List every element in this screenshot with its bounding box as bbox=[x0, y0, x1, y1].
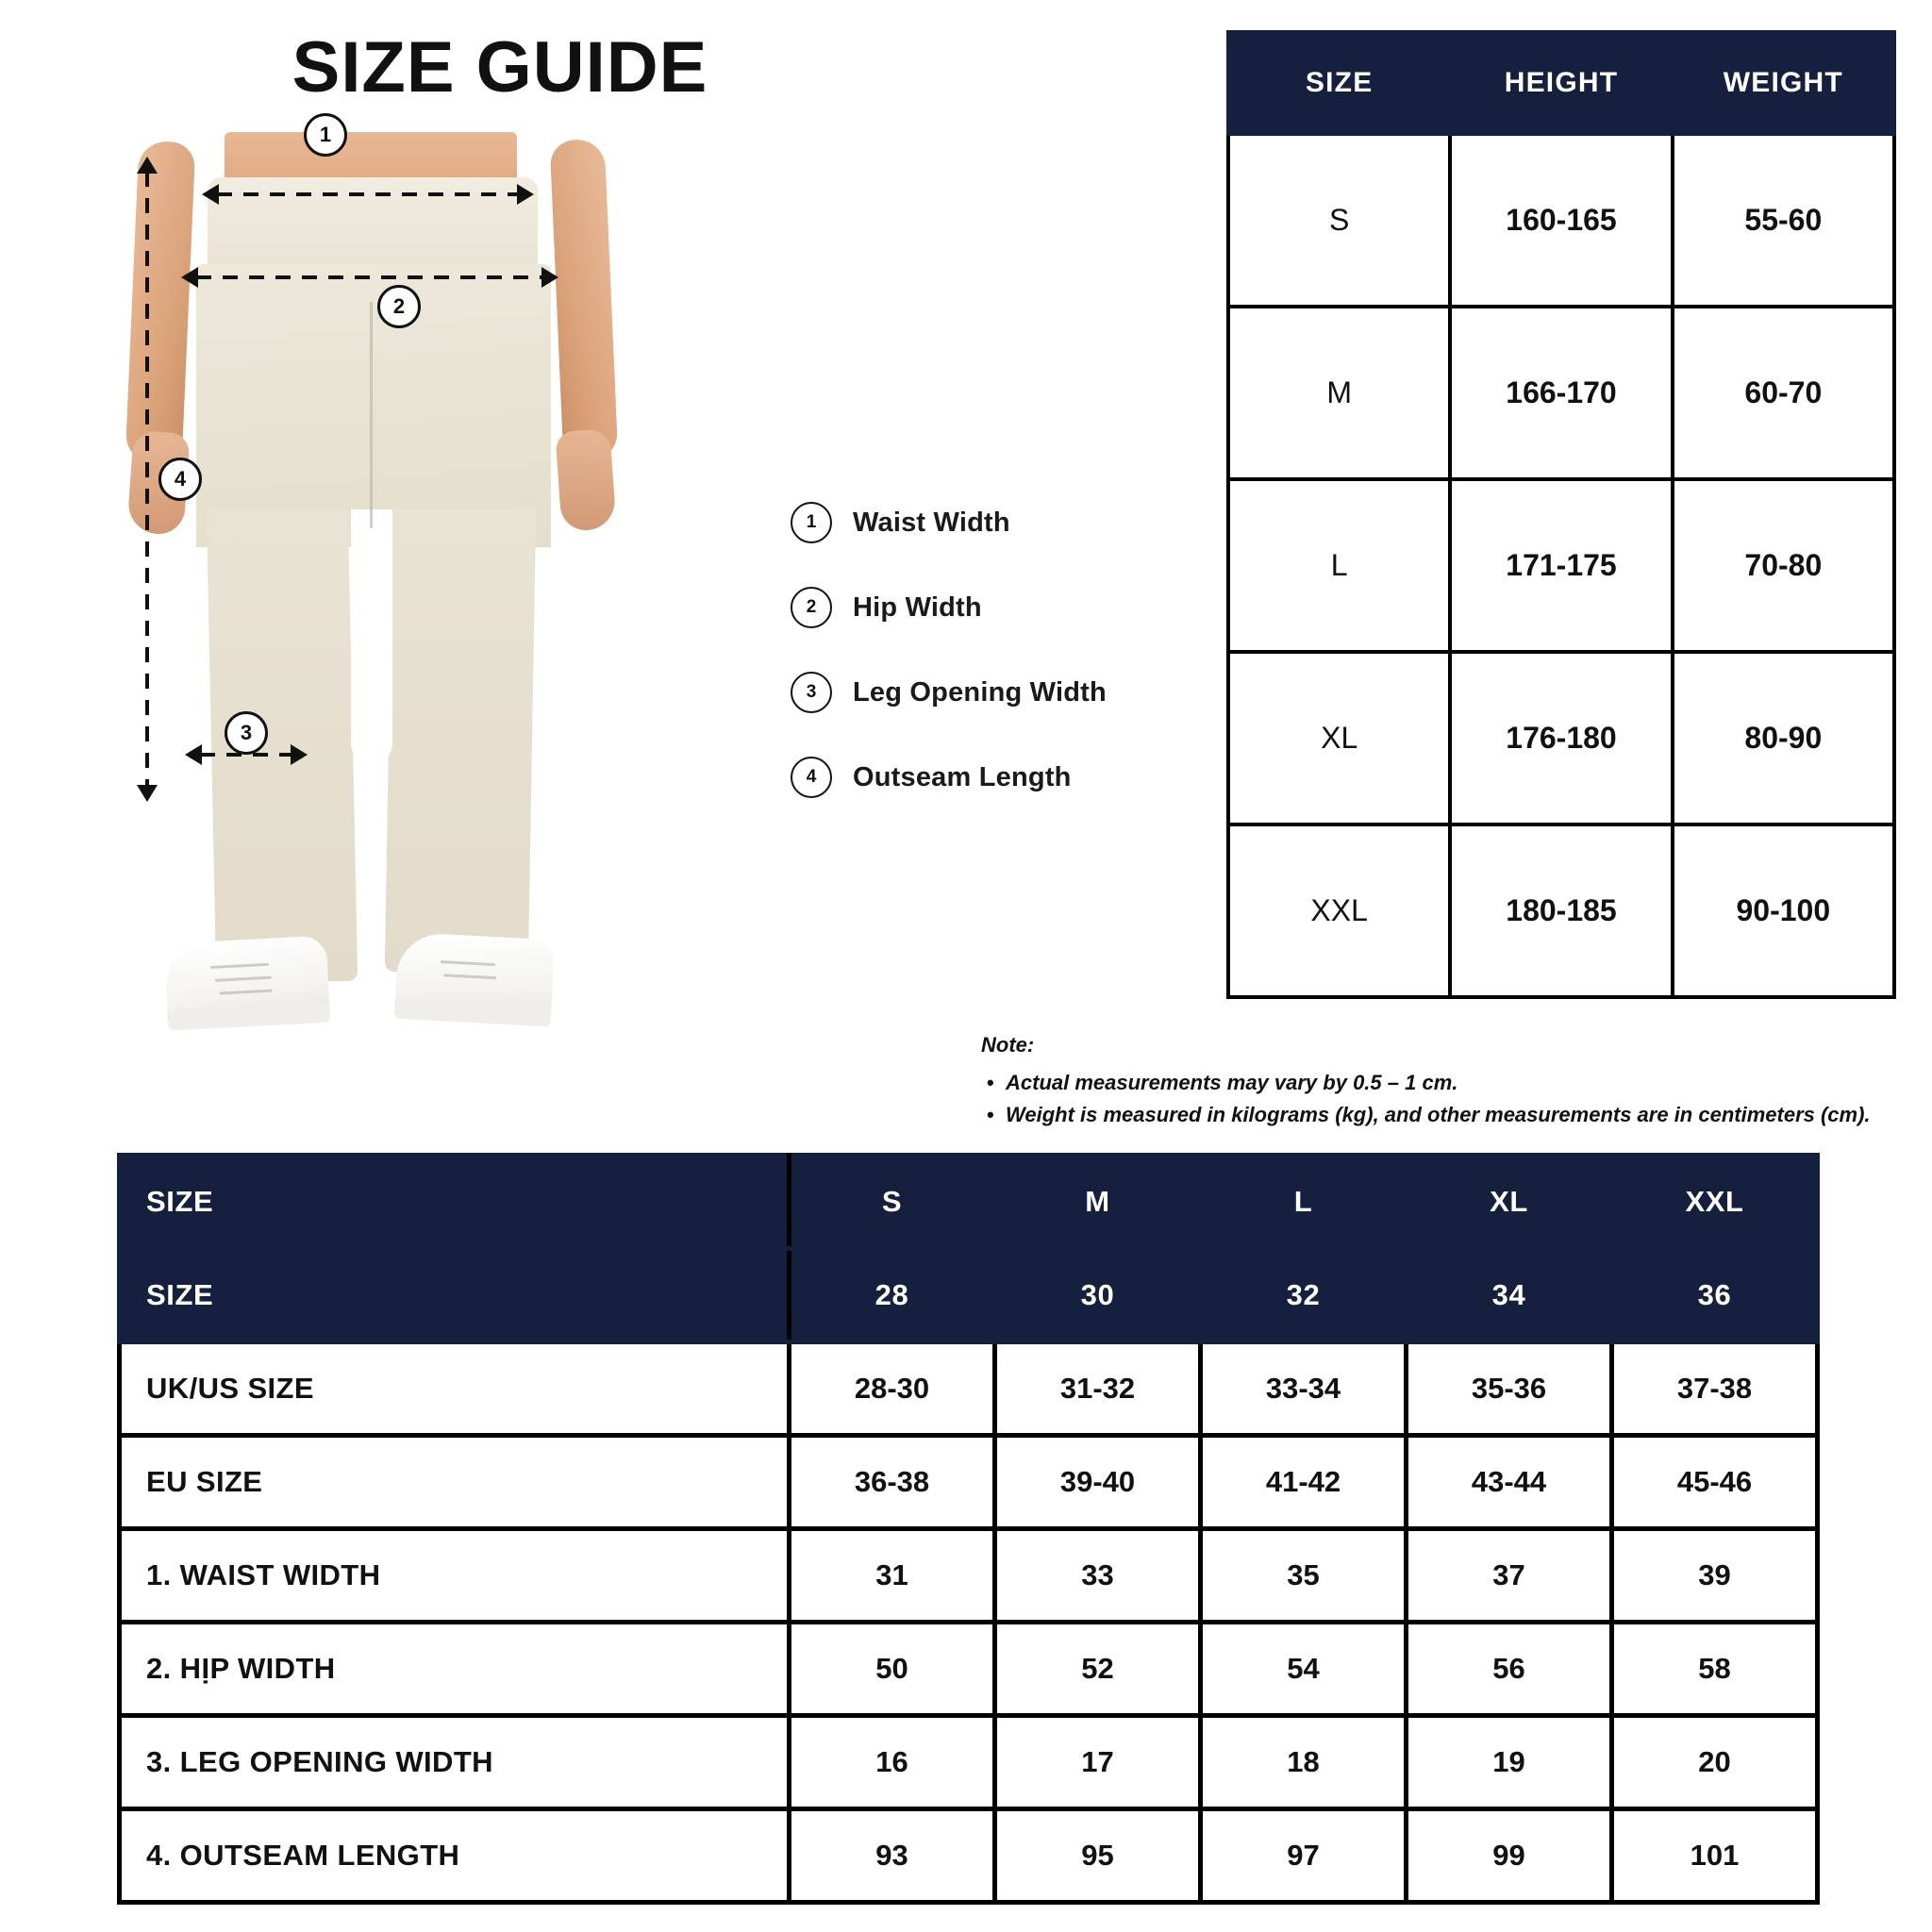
row-label: UK/US SIZE bbox=[120, 1342, 790, 1436]
marker-3-leg-opening: 3 bbox=[225, 711, 268, 755]
header-num-28: 28 bbox=[790, 1249, 995, 1342]
row-label: 4. OUTSEAM LENGTH bbox=[120, 1809, 790, 1903]
left-sneaker-sole bbox=[167, 1001, 330, 1030]
header-num-32: 32 bbox=[1201, 1249, 1407, 1342]
cell-xl: 56 bbox=[1407, 1623, 1612, 1716]
table-row bbox=[1228, 824, 1894, 997]
cell-xl: 99 bbox=[1407, 1809, 1612, 1903]
pants-center-seam bbox=[370, 302, 373, 528]
cell-m: 52 bbox=[995, 1623, 1201, 1716]
header-num-36: 36 bbox=[1612, 1249, 1818, 1342]
header-size-l: L bbox=[1201, 1156, 1407, 1249]
cell-m: 17 bbox=[995, 1716, 1201, 1809]
table-row bbox=[1228, 307, 1894, 479]
legend-item-leg-opening-width bbox=[791, 660, 1187, 724]
cell-weight: 60-70 bbox=[1673, 307, 1894, 479]
table-row bbox=[1228, 134, 1894, 307]
cell-xl: 43-44 bbox=[1407, 1436, 1612, 1529]
col-header-weight: WEIGHT bbox=[1673, 32, 1894, 134]
cell-l: 54 bbox=[1201, 1623, 1407, 1716]
table-row-outseam-length bbox=[120, 1809, 1818, 1903]
header-size-numeric-label: SIZE bbox=[120, 1249, 790, 1342]
table-row bbox=[1228, 479, 1894, 652]
cell-size: L bbox=[1228, 479, 1450, 652]
cell-xxl: 39 bbox=[1612, 1529, 1818, 1623]
pants-hip bbox=[196, 264, 551, 547]
cell-m: 31-32 bbox=[995, 1342, 1201, 1436]
table-row-leg-opening-width bbox=[120, 1716, 1818, 1809]
pants-crotch-gap bbox=[351, 509, 392, 764]
right-hand bbox=[555, 428, 616, 532]
marker-1-waist: 1 bbox=[304, 113, 347, 157]
cell-m: 95 bbox=[995, 1809, 1201, 1903]
cell-l: 18 bbox=[1201, 1716, 1407, 1809]
table-header-row-sizes bbox=[120, 1156, 1818, 1249]
arrow-head-right-icon bbox=[517, 184, 534, 205]
cell-xxl: 20 bbox=[1612, 1716, 1818, 1809]
arrow-head-up-icon bbox=[137, 157, 158, 174]
legend-badge-3: 3 bbox=[791, 672, 832, 713]
note-title: Note: bbox=[981, 1033, 1035, 1057]
table-header-row-numeric bbox=[120, 1249, 1818, 1342]
cell-s: 16 bbox=[790, 1716, 995, 1809]
measurement-legend bbox=[791, 491, 1187, 830]
legend-badge-2: 2 bbox=[791, 587, 832, 628]
cell-s: 93 bbox=[790, 1809, 995, 1903]
cell-s: 36-38 bbox=[790, 1436, 995, 1529]
note-bullet-list bbox=[981, 1067, 1906, 1131]
arrow-head-left-icon bbox=[181, 267, 198, 288]
cell-xl: 19 bbox=[1407, 1716, 1612, 1809]
cell-height: 160-165 bbox=[1450, 134, 1672, 307]
note-bullet: • Actual measurements may vary by 0.5 – 1 cm. bbox=[981, 1067, 1906, 1099]
legend-item-waist-width bbox=[791, 491, 1187, 555]
marker-2-hip: 2 bbox=[377, 285, 421, 328]
legend-label-outseam-length: Outseam Length bbox=[853, 761, 1072, 792]
cell-height: 166-170 bbox=[1450, 307, 1672, 479]
lace-line bbox=[219, 990, 272, 995]
page-title: SIZE GUIDE bbox=[291, 27, 708, 108]
hip-width-arrow bbox=[196, 275, 543, 279]
lace-line bbox=[441, 960, 495, 966]
legend-badge-1: 1 bbox=[791, 502, 832, 543]
note-bullet: • Weight is measured in kilograms (kg), and other measurements are in centimeters (cm). bbox=[981, 1099, 1906, 1131]
cell-weight: 80-90 bbox=[1673, 652, 1894, 824]
header-size-s: S bbox=[790, 1156, 995, 1249]
cell-l: 97 bbox=[1201, 1809, 1407, 1903]
cell-l: 41-42 bbox=[1201, 1436, 1407, 1529]
lace-line bbox=[443, 974, 496, 979]
cell-xl: 37 bbox=[1407, 1529, 1612, 1623]
legend-label-hip-width: Hip Width bbox=[853, 591, 982, 623]
col-header-height: HEIGHT bbox=[1450, 32, 1672, 134]
cell-size: S bbox=[1228, 134, 1450, 307]
body-size-table bbox=[1226, 30, 1896, 999]
left-arm bbox=[125, 141, 196, 463]
cell-m: 39-40 bbox=[995, 1436, 1201, 1529]
left-sneaker bbox=[164, 936, 331, 1031]
header-size-xxl: XXL bbox=[1612, 1156, 1818, 1249]
header-size-label: SIZE bbox=[120, 1156, 790, 1249]
product-measurement-diagram bbox=[113, 123, 641, 1132]
garment-measurement-table bbox=[117, 1153, 1820, 1905]
cell-size: M bbox=[1228, 307, 1450, 479]
col-header-size: SIZE bbox=[1228, 32, 1450, 134]
cell-weight: 70-80 bbox=[1673, 479, 1894, 652]
row-label: 1. WAIST WIDTH bbox=[120, 1529, 790, 1623]
table-header-row bbox=[1228, 32, 1894, 134]
arrow-head-down-icon bbox=[137, 785, 158, 802]
cell-weight: 55-60 bbox=[1673, 134, 1894, 307]
table-row-waist-width bbox=[120, 1529, 1818, 1623]
row-label: 3. LEG OPENING WIDTH bbox=[120, 1716, 790, 1809]
cell-xxl: 101 bbox=[1612, 1809, 1818, 1903]
legend-label-waist-width: Waist Width bbox=[853, 507, 1010, 538]
right-sneaker-sole bbox=[394, 998, 552, 1027]
right-arm bbox=[550, 139, 619, 461]
header-num-30: 30 bbox=[995, 1249, 1201, 1342]
outseam-length-arrow bbox=[145, 172, 149, 787]
lace-line bbox=[210, 963, 269, 969]
cell-xxl: 58 bbox=[1612, 1623, 1818, 1716]
cell-l: 35 bbox=[1201, 1529, 1407, 1623]
cell-size: XL bbox=[1228, 652, 1450, 824]
cell-xl: 35-36 bbox=[1407, 1342, 1612, 1436]
row-label: 2. HỊP WIDTH bbox=[120, 1623, 790, 1716]
header-num-34: 34 bbox=[1407, 1249, 1612, 1342]
lace-line bbox=[215, 976, 272, 982]
table-row-uk-us-size bbox=[120, 1342, 1818, 1436]
cell-size: XXL bbox=[1228, 824, 1450, 997]
legend-label-leg-opening-width: Leg Opening Width bbox=[853, 676, 1107, 708]
arrow-head-right-icon bbox=[541, 267, 558, 288]
table-row-eu-size bbox=[120, 1436, 1818, 1529]
cell-height: 176-180 bbox=[1450, 652, 1672, 824]
cell-xxl: 37-38 bbox=[1612, 1342, 1818, 1436]
cell-height: 171-175 bbox=[1450, 479, 1672, 652]
pants-right-leg bbox=[385, 509, 537, 972]
arrow-head-left-icon bbox=[185, 744, 202, 765]
arrow-head-right-icon bbox=[291, 744, 308, 765]
cell-height: 180-185 bbox=[1450, 824, 1672, 997]
marker-4-outseam: 4 bbox=[158, 458, 202, 501]
row-label: EU SIZE bbox=[120, 1436, 790, 1529]
header-size-xl: XL bbox=[1407, 1156, 1612, 1249]
legend-item-hip-width bbox=[791, 575, 1187, 640]
table-row bbox=[1228, 652, 1894, 824]
header-size-m: M bbox=[995, 1156, 1201, 1249]
legend-badge-4: 4 bbox=[791, 757, 832, 798]
cell-weight: 90-100 bbox=[1673, 824, 1894, 997]
waist-width-arrow bbox=[217, 192, 519, 196]
cell-l: 33-34 bbox=[1201, 1342, 1407, 1436]
arrow-head-left-icon bbox=[202, 184, 219, 205]
cell-m: 33 bbox=[995, 1529, 1201, 1623]
cell-s: 28-30 bbox=[790, 1342, 995, 1436]
cell-s: 50 bbox=[790, 1623, 995, 1716]
legend-item-outseam-length bbox=[791, 745, 1187, 809]
right-sneaker bbox=[394, 932, 556, 1027]
cell-s: 31 bbox=[790, 1529, 995, 1623]
note-block bbox=[981, 1033, 1906, 1131]
table-row-hip-width bbox=[120, 1623, 1818, 1716]
cell-xxl: 45-46 bbox=[1612, 1436, 1818, 1529]
